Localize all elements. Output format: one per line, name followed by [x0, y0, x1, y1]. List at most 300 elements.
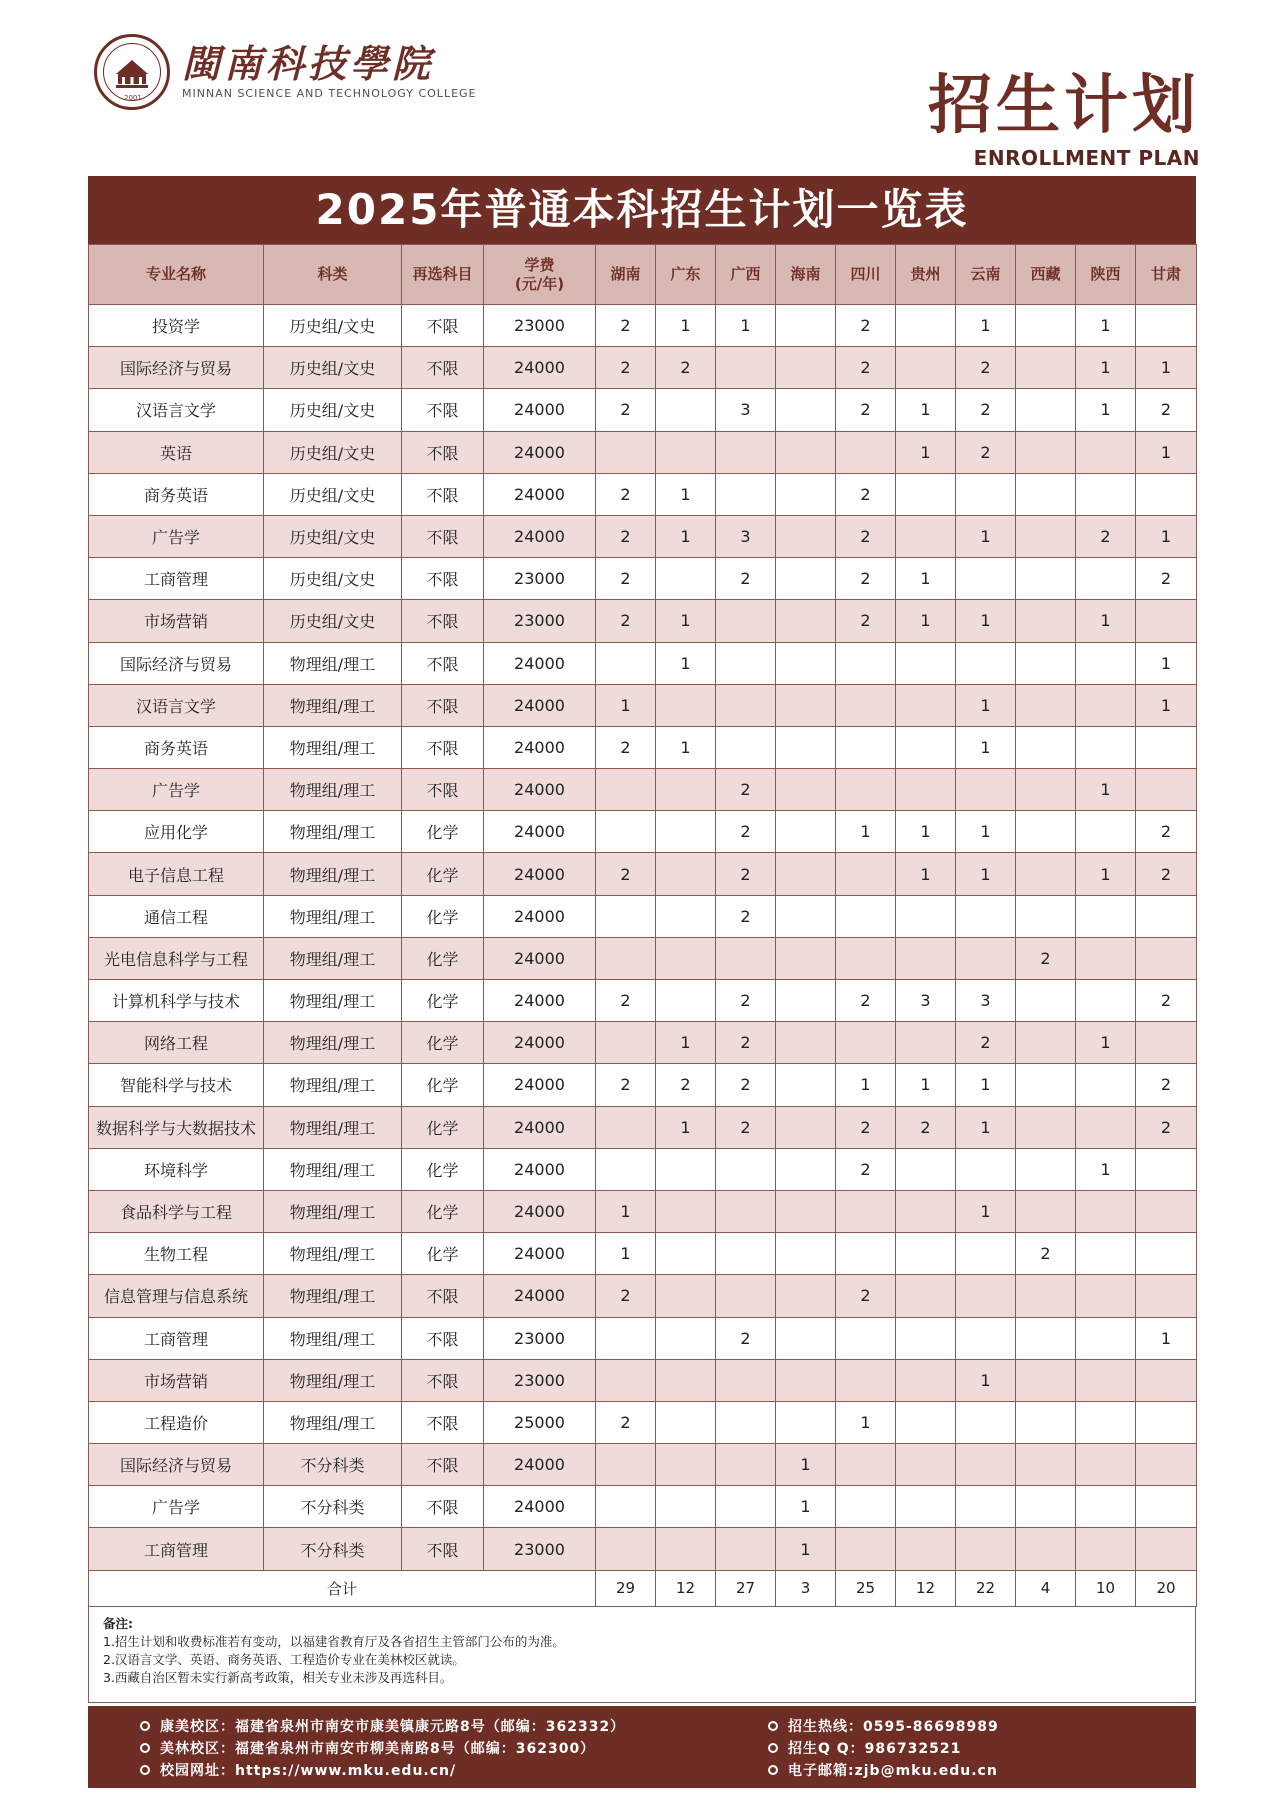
table-cell: 23000 [484, 600, 596, 642]
table-row [89, 600, 1197, 642]
table-cell [836, 431, 896, 473]
table-cell: 24000 [484, 980, 596, 1022]
table-cell [776, 1064, 836, 1106]
table-cell: 25000 [484, 1401, 596, 1443]
table-cell [836, 1359, 896, 1401]
qq-number: 招生Q Q：986732521 [788, 1741, 962, 1757]
school-name-en: MINNAN SCIENCE AND TECHNOLOGY COLLEGE [182, 87, 477, 101]
table-cell [1136, 1359, 1197, 1401]
table-cell: 1 [956, 515, 1016, 557]
table-cell [716, 1190, 776, 1232]
column-header: 甘肃 [1136, 245, 1197, 305]
table-cell: 2 [1136, 980, 1197, 1022]
table-cell: 化学 [402, 1106, 484, 1148]
table-cell [1136, 1275, 1197, 1317]
table-cell: 1 [896, 600, 956, 642]
table-cell: 24000 [484, 431, 596, 473]
table-cell: 2 [716, 1317, 776, 1359]
table-cell: 化学 [402, 1022, 484, 1064]
table-row [89, 1148, 1197, 1190]
table-cell [956, 1317, 1016, 1359]
table-cell: 1 [776, 1486, 836, 1528]
table-cell: 不限 [402, 431, 484, 473]
table-cell [1136, 1148, 1197, 1190]
table-cell: 不限 [402, 726, 484, 768]
table-cell [896, 769, 956, 811]
table-cell: 2 [716, 558, 776, 600]
table-cell: 1 [1076, 305, 1136, 347]
table-cell: 1 [956, 600, 1016, 642]
table-cell: 不限 [402, 684, 484, 726]
table-cell: 化学 [402, 811, 484, 853]
page-title: 招生计划 [928, 69, 1200, 143]
table-cell: 2 [836, 980, 896, 1022]
table-cell: 历史组/文史 [264, 473, 402, 515]
bullet-icon [768, 1765, 778, 1775]
table-cell [1076, 1106, 1136, 1148]
table-cell: 1 [1136, 1317, 1197, 1359]
table-cell [956, 558, 1016, 600]
seal-year: 2001 [124, 94, 142, 102]
table-cell: 1 [956, 853, 1016, 895]
table-row [89, 515, 1197, 557]
table-cell [776, 937, 836, 979]
table-cell [1076, 1064, 1136, 1106]
table-row [89, 1401, 1197, 1443]
table-cell [776, 558, 836, 600]
table-cell: 1 [836, 1064, 896, 1106]
major-name-cell: 工程造价 [89, 1401, 264, 1443]
table-cell: 2 [836, 473, 896, 515]
table-row [89, 1359, 1197, 1401]
table-row [89, 937, 1197, 979]
table-cell [896, 347, 956, 389]
table-cell: 2 [716, 853, 776, 895]
major-name-cell: 汉语言文学 [89, 684, 264, 726]
table-cell [1076, 473, 1136, 515]
table-cell: 不限 [402, 389, 484, 431]
table-cell [1016, 853, 1076, 895]
table-cell: 1 [656, 1022, 716, 1064]
table-cell [1016, 811, 1076, 853]
table-cell [836, 769, 896, 811]
table-cell [776, 389, 836, 431]
table-cell [956, 769, 1016, 811]
table-cell [1076, 980, 1136, 1022]
table-cell [1076, 1190, 1136, 1232]
table-cell [656, 1190, 716, 1232]
table-row [89, 1444, 1197, 1486]
bullet-icon [768, 1721, 778, 1731]
major-name-cell: 工商管理 [89, 1317, 264, 1359]
table-cell [836, 937, 896, 979]
table-cell [776, 980, 836, 1022]
table-cell [656, 980, 716, 1022]
table-cell: 历史组/文史 [264, 600, 402, 642]
table-cell [956, 895, 1016, 937]
table-cell: 1 [956, 726, 1016, 768]
table-cell: 不限 [402, 600, 484, 642]
table-cell [1016, 726, 1076, 768]
table-cell: 2 [596, 515, 656, 557]
major-name-cell: 电子信息工程 [89, 853, 264, 895]
table-cell: 2 [836, 600, 896, 642]
table-row [89, 684, 1197, 726]
table-cell: 化学 [402, 895, 484, 937]
table-cell [776, 1106, 836, 1148]
table-cell: 2 [596, 389, 656, 431]
table-cell: 2 [956, 1022, 1016, 1064]
table-cell [656, 389, 716, 431]
table-cell: 1 [656, 473, 716, 515]
table-cell [1136, 1401, 1197, 1443]
table-cell: 1 [956, 811, 1016, 853]
table-cell: 1 [896, 1064, 956, 1106]
table-cell: 24000 [484, 1486, 596, 1528]
table-cell: 2 [596, 473, 656, 515]
table-row [89, 389, 1197, 431]
table-cell: 24000 [484, 811, 596, 853]
major-name-cell: 投资学 [89, 305, 264, 347]
column-header: 湖南 [596, 245, 656, 305]
table-cell: 2 [836, 305, 896, 347]
table-cell: 历史组/文史 [264, 347, 402, 389]
table-cell: 1 [896, 431, 956, 473]
table-cell [656, 684, 716, 726]
table-cell: 2 [596, 1275, 656, 1317]
table-cell: 1 [776, 1444, 836, 1486]
table-cell: 物理组/理工 [264, 937, 402, 979]
table-cell: 不分科类 [264, 1486, 402, 1528]
table-cell: 1 [1136, 347, 1197, 389]
table-cell: 23000 [484, 558, 596, 600]
table-cell: 24000 [484, 853, 596, 895]
table-cell [596, 1444, 656, 1486]
table-row [89, 1064, 1197, 1106]
table-cell: 24000 [484, 1022, 596, 1064]
table-cell: 1 [596, 1190, 656, 1232]
table-cell [1016, 431, 1076, 473]
table-cell: 物理组/理工 [264, 1233, 402, 1275]
bullet-icon [140, 1765, 150, 1775]
table-cell [596, 1359, 656, 1401]
table-row [89, 305, 1197, 347]
table-cell: 不限 [402, 347, 484, 389]
table-cell [836, 853, 896, 895]
table-cell [956, 1148, 1016, 1190]
table-cell: 1 [1076, 769, 1136, 811]
table-cell: 2 [596, 1401, 656, 1443]
table-cell: 1 [956, 1064, 1016, 1106]
table-cell [776, 431, 836, 473]
table-cell [836, 726, 896, 768]
table-cell: 1 [1076, 389, 1136, 431]
table-cell: 3 [896, 980, 956, 1022]
footer-contact-bar [88, 1706, 1196, 1788]
table-cell [596, 769, 656, 811]
table-cell [956, 1486, 1016, 1528]
table-cell: 1 [956, 1106, 1016, 1148]
table-row [89, 473, 1197, 515]
table-cell: 2 [596, 853, 656, 895]
table-cell [896, 1401, 956, 1443]
table-cell: 2 [716, 1022, 776, 1064]
table-cell [776, 473, 836, 515]
table-cell [896, 1275, 956, 1317]
table-cell [656, 1528, 716, 1570]
table-cell: 24000 [484, 1106, 596, 1148]
table-cell [596, 1486, 656, 1528]
email-link[interactable]: 电子邮箱:zjb@mku.edu.cn [788, 1763, 998, 1779]
bullet-icon [140, 1721, 150, 1731]
table-cell [1016, 980, 1076, 1022]
table-cell [596, 1317, 656, 1359]
major-name-cell: 工商管理 [89, 1528, 264, 1570]
table-cell: 物理组/理工 [264, 1275, 402, 1317]
table-cell: 1 [1076, 600, 1136, 642]
table-cell [896, 1317, 956, 1359]
table-cell: 物理组/理工 [264, 980, 402, 1022]
major-name-cell: 市场营销 [89, 600, 264, 642]
table-cell [776, 1317, 836, 1359]
table-cell: 1 [1076, 853, 1136, 895]
table-cell [716, 1401, 776, 1443]
table-cell [596, 937, 656, 979]
table-cell [1016, 389, 1076, 431]
total-cell: 10 [1076, 1570, 1136, 1606]
table-cell: 1 [1136, 684, 1197, 726]
major-name-cell: 汉语言文学 [89, 389, 264, 431]
table-cell [596, 642, 656, 684]
table-cell: 物理组/理工 [264, 1106, 402, 1148]
table-cell: 物理组/理工 [264, 811, 402, 853]
table-cell [716, 937, 776, 979]
table-cell: 1 [656, 642, 716, 684]
table-cell [1136, 1444, 1197, 1486]
table-cell [716, 684, 776, 726]
table-cell: 2 [596, 347, 656, 389]
table-cell: 不分科类 [264, 1444, 402, 1486]
table-cell: 2 [716, 769, 776, 811]
total-cell: 22 [956, 1570, 1016, 1606]
table-cell [956, 1444, 1016, 1486]
table-cell: 1 [1136, 642, 1197, 684]
table-cell [896, 1486, 956, 1528]
bullet-icon [768, 1743, 778, 1753]
table-cell [896, 1022, 956, 1064]
major-name-cell: 智能科学与技术 [89, 1064, 264, 1106]
table-cell: 1 [1136, 515, 1197, 557]
table-cell: 2 [716, 1064, 776, 1106]
table-cell [1016, 1022, 1076, 1064]
table-cell: 2 [836, 389, 896, 431]
table-cell [1076, 1401, 1136, 1443]
table-cell [956, 473, 1016, 515]
bullet-icon [140, 1743, 150, 1753]
table-cell [956, 1401, 1016, 1443]
major-name-cell: 生物工程 [89, 1233, 264, 1275]
table-cell: 24000 [484, 642, 596, 684]
table-row [89, 1275, 1197, 1317]
column-header: 云南 [956, 245, 1016, 305]
table-cell [716, 1528, 776, 1570]
table-cell: 2 [716, 811, 776, 853]
table-cell [776, 600, 836, 642]
major-name-cell: 广告学 [89, 515, 264, 557]
table-cell [1076, 1317, 1136, 1359]
table-row [89, 347, 1197, 389]
table-cell: 2 [716, 895, 776, 937]
table-row [89, 853, 1197, 895]
table-cell: 不限 [402, 558, 484, 600]
table-cell: 历史组/文史 [264, 389, 402, 431]
table-row [89, 895, 1197, 937]
table-cell [776, 853, 836, 895]
table-row [89, 811, 1197, 853]
table-cell [656, 431, 716, 473]
table-cell: 2 [596, 726, 656, 768]
table-cell: 不限 [402, 769, 484, 811]
total-cell: 20 [1136, 1570, 1197, 1606]
column-header: 西藏 [1016, 245, 1076, 305]
table-cell [1076, 1528, 1136, 1570]
table-cell [896, 1359, 956, 1401]
table-cell: 2 [596, 305, 656, 347]
table-cell [896, 684, 956, 726]
table-cell [1016, 1401, 1076, 1443]
table-cell: 物理组/理工 [264, 684, 402, 726]
table-cell: 1 [776, 1528, 836, 1570]
total-cell: 4 [1016, 1570, 1076, 1606]
table-cell [656, 853, 716, 895]
table-cell [776, 1190, 836, 1232]
major-name-cell: 国际经济与贸易 [89, 347, 264, 389]
table-cell: 24000 [484, 1275, 596, 1317]
table-cell: 24000 [484, 389, 596, 431]
table-row [89, 558, 1197, 600]
table-cell [896, 1233, 956, 1275]
major-name-cell: 通信工程 [89, 895, 264, 937]
major-name-cell: 商务英语 [89, 473, 264, 515]
school-name-cn: 閩南科技學院 [182, 40, 435, 86]
table-cell [1076, 558, 1136, 600]
table-cell [1016, 1486, 1076, 1528]
table-cell: 24000 [484, 684, 596, 726]
table-cell: 2 [1136, 853, 1197, 895]
table-cell [716, 600, 776, 642]
campus-meilin: 美林校区：福建省泉州市南安市柳美南路8号（邮编：362300） [160, 1741, 596, 1757]
table-cell: 2 [596, 600, 656, 642]
table-cell: 不限 [402, 1528, 484, 1570]
table-cell: 1 [656, 726, 716, 768]
table-cell: 化学 [402, 1190, 484, 1232]
table-cell [956, 937, 1016, 979]
table-cell: 23000 [484, 1359, 596, 1401]
table-cell: 不分科类 [264, 1528, 402, 1570]
table-cell [656, 558, 716, 600]
table-cell: 化学 [402, 980, 484, 1022]
major-name-cell: 数据科学与大数据技术 [89, 1106, 264, 1148]
table-cell: 23000 [484, 1528, 596, 1570]
table-cell: 1 [896, 853, 956, 895]
table-cell: 2 [716, 1106, 776, 1148]
table-cell [776, 726, 836, 768]
table-cell [896, 1190, 956, 1232]
table-cell [776, 305, 836, 347]
table-cell: 1 [896, 811, 956, 853]
table-row [89, 1486, 1197, 1528]
table-cell [656, 1486, 716, 1528]
table-cell [776, 895, 836, 937]
table-cell: 3 [956, 980, 1016, 1022]
table-banner: 2025年普通本科招生计划一览表 [88, 176, 1196, 244]
table-cell [1016, 1528, 1076, 1570]
table-cell [656, 895, 716, 937]
major-name-cell: 广告学 [89, 1486, 264, 1528]
table-cell: 1 [1076, 1148, 1136, 1190]
table-cell: 历史组/文史 [264, 515, 402, 557]
table-cell: 2 [1016, 937, 1076, 979]
table-cell: 23000 [484, 305, 596, 347]
table-cell [956, 1528, 1016, 1570]
table-cell [776, 515, 836, 557]
table-cell [896, 1444, 956, 1486]
table-cell: 物理组/理工 [264, 769, 402, 811]
table-cell [596, 1528, 656, 1570]
table-cell [656, 937, 716, 979]
total-cell: 3 [776, 1570, 836, 1606]
note-item: 2.汉语言文学、英语、商务英语、工程造价专业在美林校区就读。 [103, 1651, 465, 1667]
major-name-cell: 光电信息科学与工程 [89, 937, 264, 979]
table-cell: 物理组/理工 [264, 853, 402, 895]
table-cell [716, 1444, 776, 1486]
table-cell [1076, 1233, 1136, 1275]
table-cell [776, 1401, 836, 1443]
table-cell: 不限 [402, 515, 484, 557]
table-row [89, 1190, 1197, 1232]
table-cell: 1 [956, 1359, 1016, 1401]
enrollment-table [88, 244, 1197, 1607]
table-cell: 24000 [484, 726, 596, 768]
campus-kangmei: 康美校区：福建省泉州市南安市康美镇康元路8号（邮编：362332） [160, 1719, 626, 1735]
major-name-cell: 网络工程 [89, 1022, 264, 1064]
table-cell [836, 1190, 896, 1232]
major-name-cell: 信息管理与信息系统 [89, 1275, 264, 1317]
table-cell [776, 769, 836, 811]
table-cell: 2 [656, 347, 716, 389]
total-cell: 27 [716, 1570, 776, 1606]
table-cell [1076, 642, 1136, 684]
table-cell [956, 1233, 1016, 1275]
table-cell [1016, 1317, 1076, 1359]
table-cell: 化学 [402, 1064, 484, 1106]
table-cell: 物理组/理工 [264, 1401, 402, 1443]
website-link[interactable]: 校园网址：https://www.mku.edu.cn/ [160, 1763, 457, 1779]
table-cell [1076, 1275, 1136, 1317]
table-cell: 2 [656, 1064, 716, 1106]
table-cell [1076, 811, 1136, 853]
table-cell: 1 [1076, 1022, 1136, 1064]
table-cell [1076, 1359, 1136, 1401]
table-cell [776, 642, 836, 684]
table-cell: 1 [836, 811, 896, 853]
major-name-cell: 环境科学 [89, 1148, 264, 1190]
column-header: 海南 [776, 245, 836, 305]
table-cell: 2 [1136, 389, 1197, 431]
table-cell [1076, 1486, 1136, 1528]
table-cell [596, 895, 656, 937]
major-name-cell: 商务英语 [89, 726, 264, 768]
